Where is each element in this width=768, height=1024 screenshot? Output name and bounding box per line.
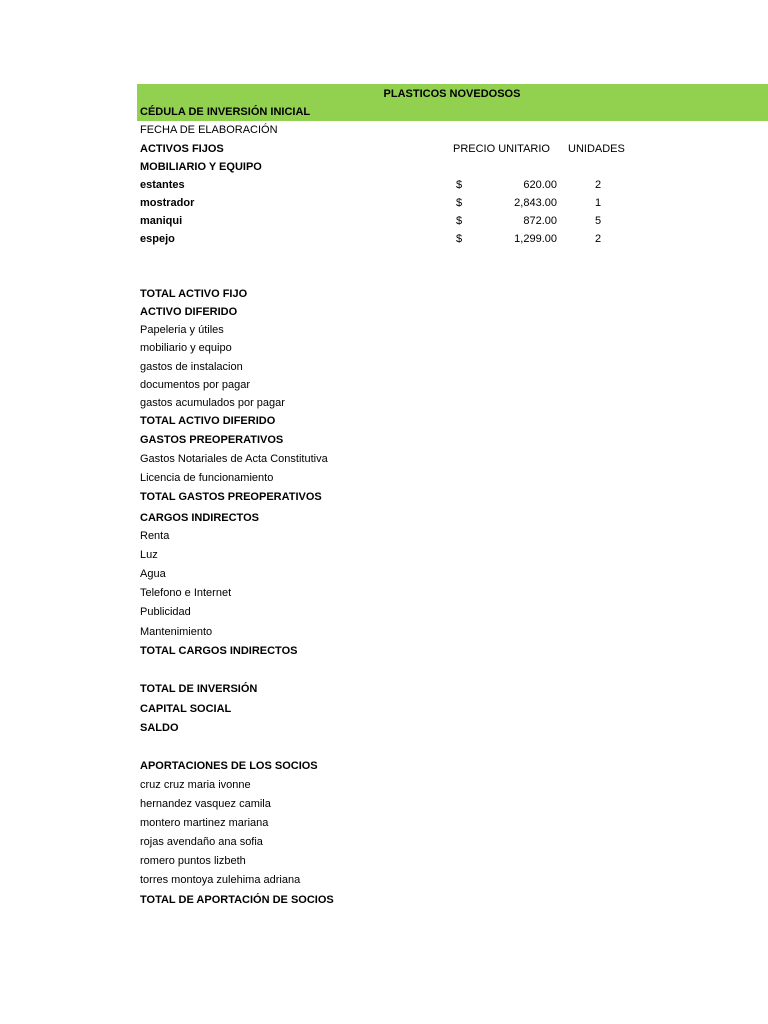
list-item: Publicidad (140, 606, 191, 618)
asset-name: mostrador (140, 197, 195, 209)
asset-currency: $ (456, 215, 463, 227)
capital-social: CAPITAL SOCIAL (140, 703, 232, 715)
asset-name: espejo (140, 233, 175, 245)
list-item: montero martinez mariana (140, 817, 269, 829)
list-item: documentos por pagar (140, 379, 251, 391)
list-item: Licencia de funcionamiento (140, 472, 274, 484)
col-unidades: UNIDADES (568, 143, 625, 155)
list-item: mobiliario y equipo (140, 342, 232, 354)
col-precio-unitario: PRECIO UNITARIO (453, 143, 550, 155)
activos-fijos-heading: ACTIVOS FIJOS (140, 143, 224, 155)
list-item: cruz cruz maria ivonne (140, 779, 251, 791)
list-item: hernandez vasquez camila (140, 798, 271, 810)
asset-price: 2,843.00 (514, 197, 557, 209)
total-aportacion-socios: TOTAL DE APORTACIÓN DE SOCIOS (140, 894, 334, 906)
list-item: Luz (140, 549, 158, 561)
list-item: Gastos Notariales de Acta Constitutiva (140, 453, 328, 465)
cargos-indirectos-heading: CARGOS INDIRECTOS (140, 512, 259, 524)
asset-price: 620.00 (523, 179, 557, 191)
list-item: Renta (140, 530, 170, 542)
asset-units: 5 (594, 215, 602, 227)
list-item: rojas avendaño ana sofia (140, 836, 263, 848)
total-activo-fijo: TOTAL ACTIVO FIJO (140, 288, 248, 300)
asset-units: 1 (594, 197, 602, 209)
gastos-preoperativos-heading: GASTOS PREOPERATIVOS (140, 434, 284, 446)
total-activo-diferido: TOTAL ACTIVO DIFERIDO (140, 415, 276, 427)
list-item: gastos acumulados por pagar (140, 397, 285, 409)
total-gastos-preoperativos: TOTAL GASTOS PREOPERATIVOS (140, 491, 322, 503)
asset-units: 2 (594, 233, 602, 245)
aportaciones-heading: APORTACIONES DE LOS SOCIOS (140, 760, 318, 772)
activo-diferido-heading: ACTIVO DIFERIDO (140, 306, 238, 318)
asset-currency: $ (456, 197, 463, 209)
list-item: Mantenimiento (140, 626, 213, 638)
asset-price: 872.00 (523, 215, 557, 227)
asset-name: maniqui (140, 215, 183, 227)
list-item: Telefono e Internet (140, 587, 232, 599)
list-item: gastos de instalacion (140, 361, 243, 373)
total-cargos-indirectos: TOTAL CARGOS INDIRECTOS (140, 645, 298, 657)
asset-currency: $ (456, 233, 463, 245)
asset-name: estantes (140, 179, 185, 191)
list-item: romero puntos lizbeth (140, 855, 246, 867)
date-label: FECHA DE ELABORACIÓN (140, 124, 278, 136)
asset-price: 1,299.00 (514, 233, 557, 245)
company-title: PLASTICOS NOVEDOSOS (383, 88, 521, 100)
sheet-subtitle: CÉDULA DE INVERSIÓN INICIAL (140, 106, 311, 118)
asset-units: 2 (594, 179, 602, 191)
asset-currency: $ (456, 179, 463, 191)
saldo: SALDO (140, 722, 179, 734)
list-item: Agua (140, 568, 166, 580)
mobiliario-heading: MOBILIARIO Y EQUIPO (140, 161, 262, 173)
list-item: torres montoya zulehima adriana (140, 874, 301, 886)
list-item: Papeleria y útiles (140, 324, 224, 336)
total-inversion: TOTAL DE INVERSIÓN (140, 683, 258, 695)
